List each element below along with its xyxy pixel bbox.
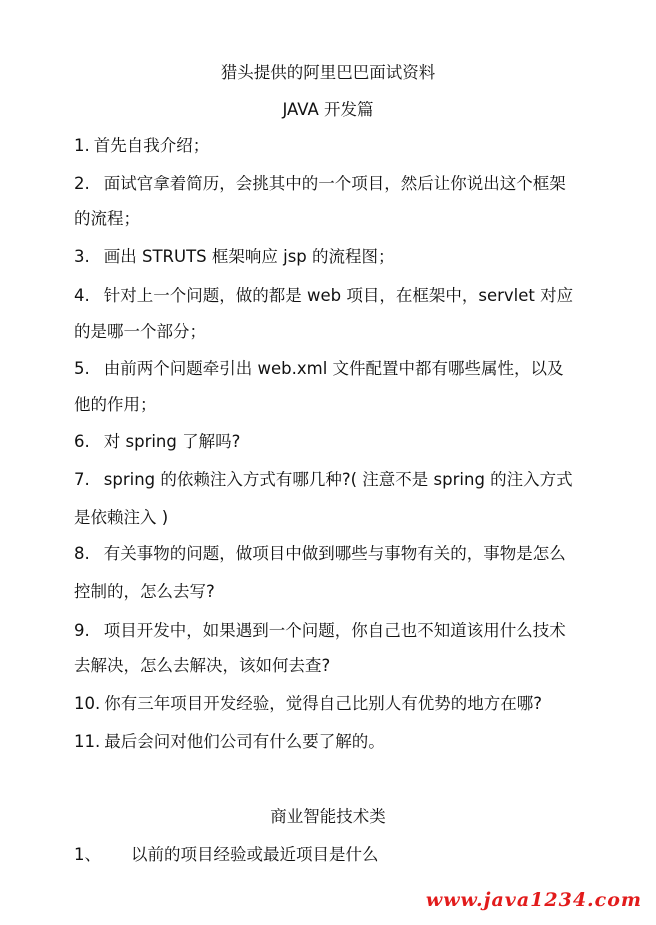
question-number: 1、: [74, 845, 101, 864]
question-9-continuation: 去解决，怎么去解决，该如何去查?: [74, 656, 331, 675]
question-number: 6.: [74, 432, 90, 451]
question-7: [74, 468, 573, 492]
question-text: spring 的依赖注入方式有哪几种?( 注意不是 spring 的注入方式: [103, 470, 573, 489]
question-number: 10.: [74, 694, 101, 713]
section-title: 商业智能技术类: [270, 807, 386, 826]
question-text: 画出 STRUTS 框架响应 jsp 的流程图；: [103, 247, 395, 266]
question-number: 8.: [74, 544, 90, 563]
question-number: 5.: [74, 359, 90, 378]
question-number: 9.: [74, 621, 90, 640]
question-4-continuation: 的是哪一个部分；: [74, 322, 206, 341]
question-text: 针对上一个问题，做的都是 web 项目，在框架中，servlet 对应: [103, 286, 574, 305]
question-6: [74, 430, 240, 454]
section2-question-1: [74, 843, 379, 867]
question-text: 你有三年项目开发经验，觉得自己比别人有优势的地方在哪?: [104, 694, 543, 713]
question-3: [74, 245, 395, 269]
document-title: 猎头提供的阿里巴巴面试资料: [220, 63, 436, 82]
question-text: 首先自我介绍；: [93, 136, 210, 155]
question-number: 11.: [74, 732, 101, 751]
question-text: 面试官拿着简历，会挑其中的一个项目，然后让你说出这个框架: [103, 174, 566, 193]
question-2-continuation: 的流程；: [74, 209, 140, 228]
question-8: [74, 542, 566, 566]
question-number: 3.: [74, 247, 90, 266]
question-text: 由前两个问题牵引出 web.xml 文件配置中都有哪些属性，以及: [103, 359, 564, 378]
question-text: 最后会问对他们公司有什么要了解的。: [104, 732, 385, 751]
document-subtitle: JAVA 开发篇: [282, 100, 374, 119]
question-1: [74, 134, 209, 158]
question-10: [74, 692, 542, 716]
question-text: 以前的项目经验或最近项目是什么: [131, 845, 379, 864]
question-5-continuation: 他的作用；: [74, 395, 157, 414]
question-5: [74, 357, 564, 381]
question-number: 2.: [74, 174, 90, 193]
watermark-logo: www.java1234.com: [425, 889, 642, 911]
question-8-continuation: 控制的，怎么去写?: [74, 582, 215, 601]
question-9: [74, 619, 566, 643]
question-7-continuation: 是依赖注入 ): [74, 508, 169, 527]
question-2: [74, 172, 566, 196]
question-number: 4.: [74, 286, 90, 305]
question-text: 对 spring 了解吗?: [103, 432, 241, 451]
question-4: [74, 284, 573, 308]
question-11: [74, 730, 385, 754]
question-text: 有关事物的问题，做项目中做到哪些与事物有关的，事物是怎么: [103, 544, 566, 563]
question-number: 7.: [74, 470, 90, 489]
question-number: 1.: [74, 136, 90, 155]
question-text: 项目开发中，如果遇到一个问题，你自己也不知道该用什么技术: [103, 621, 566, 640]
